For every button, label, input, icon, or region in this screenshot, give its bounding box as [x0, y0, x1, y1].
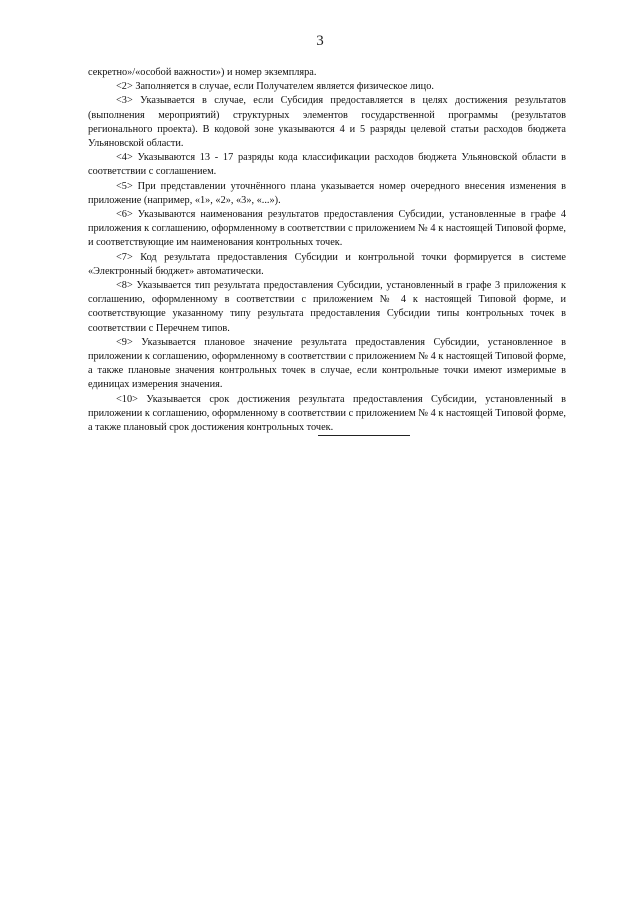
footnote-9: <9> Указывается плановое значение результата предоставления Субсидии, установленное в приложении к соглашению, оформленному в соответствии с приложением № 4 к настоящей Типовой форме, а также плановые значения контрольных точек в случае, если контрольные точки имеют измеримые в единицах измерения значения.: [88, 336, 566, 391]
footnote-8: <8> Указывается тип результата предоставления Субсидии, установленный в графе 3 приложения к соглашению, оформленному в соответствии с приложением № 4 к настоящей Типовой форме, и соответствующие указанному типу результата предоставления Субсидии типы контрольных точек в соответствии с Перечнем типов.: [88, 280, 566, 334]
footnote-2: <2> Заполняется в случае, если Получателем является физическое лицо.: [116, 81, 434, 93]
footnote-10: <10> Указывается срок достижения результата предоставления Субсидии, установленный в приложении к соглашению, оформленному в соответствии с приложением № 4 к настоящей Типовой форме, а также плановый срок достижения контрольных точек.: [88, 393, 566, 434]
footnotes-block: [88, 66, 566, 435]
end-divider-line: [318, 435, 410, 436]
footnote-6: <6> Указываются наименования результатов предоставления Субсидии, установленные в графе 4 приложения к соглашению, оформленному в соответствии с приложением № 4 к настоящей Типовой форме, и соответствующие им наименования контрольных точек.: [88, 209, 566, 249]
footnote-5: <5> При представлении уточнённого плана указывается номер очередного внесения изменения в приложение (например, «1», «2», «3», «...»).: [88, 180, 566, 206]
page-number: 3: [316, 33, 324, 49]
footnote-3: <3> Указывается в случае, если Субсидия предоставляется в целях достижения результатов (выполнения мероприятий) структурных элементов государственной программы (результатов регионального проекта). В кодовой зоне указываются 4 и 5 разряды целевой статьи расходов бюджета Ульяновской области.: [88, 95, 566, 150]
footnote-continuation: секретно»/«особой важности») и номер экземпляра.: [88, 67, 317, 78]
footnote-7: <7> Код результата предоставления Субсидии и контрольной точки формируется в системе «Электронный бюджет» автоматически.: [88, 251, 566, 277]
footnote-4: <4> Указываются 13 - 17 разряды кода классификации расходов бюджета Ульяновской области в соответствии с соглашением.: [88, 152, 566, 178]
